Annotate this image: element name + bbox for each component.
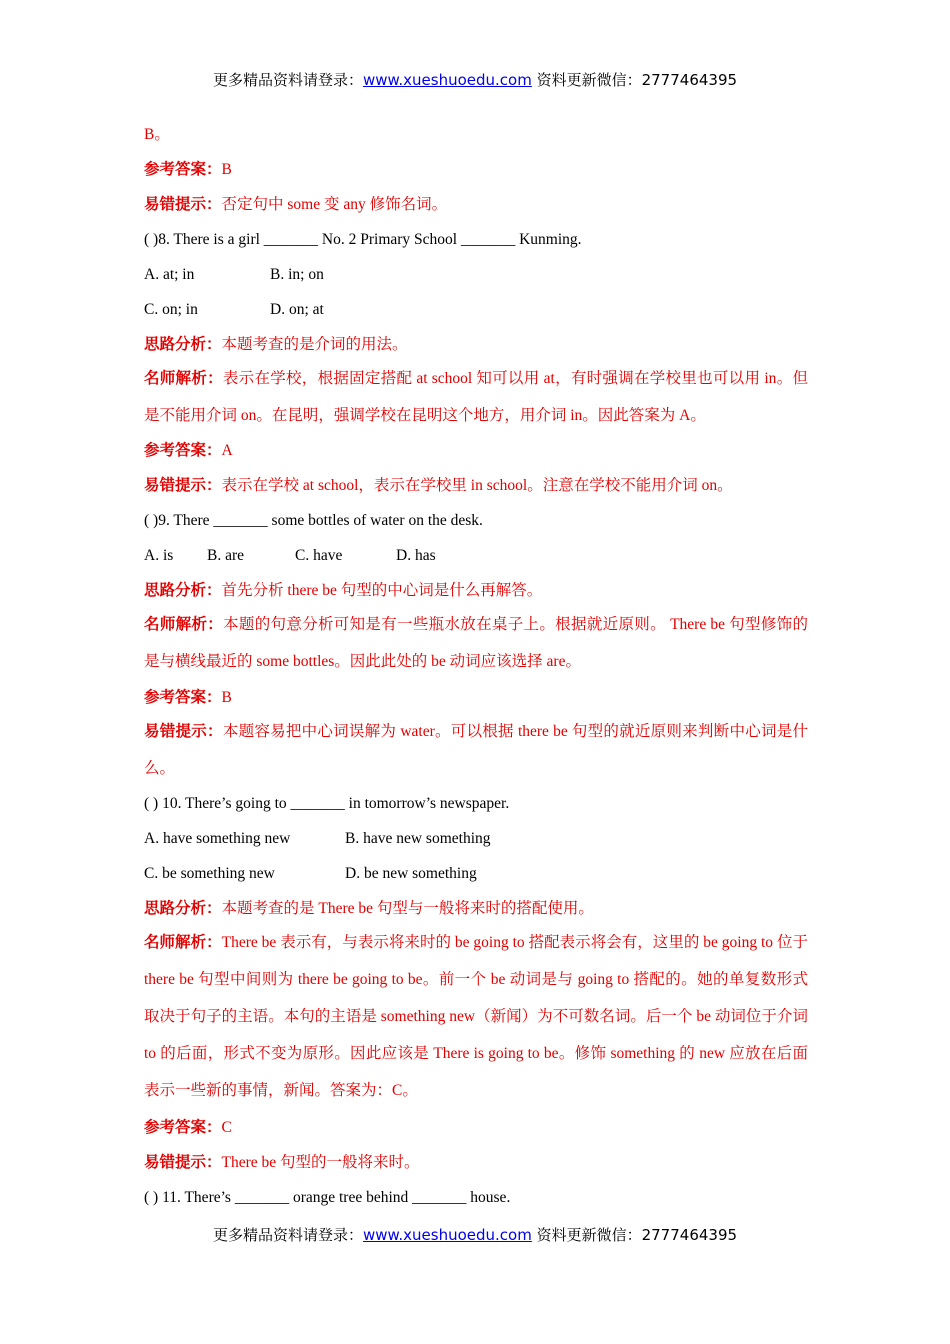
q10-analysis: 本题考查的是 There be 句型与一般将来时的搭配使用。: [221, 900, 594, 917]
q8-analysis-line: [144, 334, 408, 356]
q7-answer-line: [144, 159, 232, 181]
page-header: [0, 69, 950, 90]
q8-tip: 表示在学校 at school，表示在学校里 in school。注意在学校不能用介词 on。: [221, 477, 733, 494]
q11-question: ( ) 11. There’s _______ orange tree behind _______ house.: [144, 1189, 511, 1206]
q7-answer: B: [221, 161, 232, 178]
q8-tip-line: [144, 475, 733, 497]
header-prefix: 更多精品资料请登录：: [212, 71, 363, 89]
page-footer: [0, 1224, 950, 1245]
q7-tip-line: [144, 194, 447, 216]
q9-options: [144, 545, 436, 567]
q10-teacher-para: [144, 924, 808, 1109]
q10-options-row2: [144, 863, 477, 885]
q8-analysis: 本题考查的是介词的用法。: [221, 336, 408, 353]
footer-link[interactable]: www.xueshuoedu.com: [362, 1226, 532, 1244]
q8-option-a: A. at; in: [144, 266, 195, 283]
footer-prefix: 更多精品资料请登录：: [212, 1226, 363, 1244]
q8-question: ( )8. There is a girl _______ No. 2 Primary School _______ Kunming.: [144, 231, 582, 248]
q10-answer: C: [221, 1119, 232, 1136]
q8-teacher: 表示在学校，根据固定搭配 at school 知可以用 at，有时强调在学校里也可以用 in。但是不能用介词 on。在昆明，强调学校在昆明这个地方，用介词 in。因此答案为 A。: [144, 370, 808, 424]
q10-option-b: B. have new something: [345, 830, 491, 847]
tip-label: 易错提示：: [144, 477, 222, 494]
q10-analysis-line: [144, 898, 594, 920]
q8-options-row2: [144, 299, 324, 321]
tip-label: 易错提示：: [144, 1154, 222, 1171]
q8-option-d: D. on; at: [270, 301, 324, 318]
q10-tip-line: [144, 1152, 420, 1174]
header-link[interactable]: www.xueshuoedu.com: [362, 71, 532, 89]
q9-option-a: A. is: [144, 547, 174, 564]
analysis-label: 思路分析：: [144, 582, 222, 599]
answer-label: 参考答案：: [144, 1119, 222, 1136]
q9-question: ( )9. There _______ some bottles of water on the desk.: [144, 512, 483, 529]
q8-answer-line: [144, 440, 233, 462]
q9-answer-line: [144, 687, 232, 709]
q10-option-d: D. be new something: [345, 865, 477, 882]
q9-analysis: 首先分析 there be 句型的中心词是什么再解答。: [221, 582, 543, 599]
q10-options-row1: [144, 828, 491, 850]
q10-tip: There be 句型的一般将来时。: [221, 1154, 420, 1171]
analysis-label: 思路分析：: [144, 900, 222, 917]
q9-teacher-para: [144, 606, 808, 680]
q9-teacher: 本题的句意分析可知是有一些瓶水放在桌子上。根据就近原则。 There be 句型修饰的是与横线最近的 some bottles。因此此处的 be 动词应该选择 are。: [144, 616, 808, 670]
answer-label: 参考答案：: [144, 689, 222, 706]
q9-tip-para: [144, 713, 808, 787]
teacher-label: 名师解析：: [144, 934, 222, 951]
tip-label: 易错提示：: [144, 196, 222, 213]
q9-analysis-line: [144, 580, 542, 602]
q8-teacher-para: [144, 360, 808, 434]
footer-suffix: 资料更新微信：2777464395: [531, 1226, 738, 1244]
q10-answer-line: [144, 1117, 232, 1139]
q10-teacher: There be 表示有，与表示将来时的 be going to 搭配表示将会有，这里的 be going to 位于 there be 句型中间则为 there be going to be。前一个 be 动词是与 going to 搭配的。她的单复数形式取决于句子的主语。本句的主语是 something new（新闻）为不可数名词。后一个 be 动词位于介词 to 的后面，形式不变为原形。因此应该是 There is going to be。修饰 something 的 new 应放在后面表示一些新的事情，新闻。答案为：C。: [144, 934, 808, 1099]
q9-option-b: B. are: [207, 547, 245, 564]
q10-question: ( ) 10. There’s going to _______ in tomorrow’s newspaper.: [144, 795, 510, 812]
teacher-label: 名师解析：: [144, 616, 224, 633]
header-suffix: 资料更新微信：2777464395: [531, 71, 738, 89]
q7-tail: B。: [144, 126, 170, 143]
q10-option-c: C. be something new: [144, 865, 275, 882]
q8-answer: A: [221, 442, 233, 459]
answer-label: 参考答案：: [144, 161, 222, 178]
tip-label: 易错提示：: [144, 723, 223, 740]
teacher-label: 名师解析：: [144, 370, 223, 387]
q8-options-row1: [144, 264, 324, 286]
q9-tip: 本题容易把中心词误解为 water。可以根据 there be 句型的就近原则来判断中心词是什么。: [144, 723, 808, 777]
q8-option-c: C. on; in: [144, 301, 198, 318]
q8-option-b: B. in; on: [270, 266, 324, 283]
answer-label: 参考答案：: [144, 442, 222, 459]
q9-option-c: C. have: [295, 547, 343, 564]
q7-tip: 否定句中 some 变 any 修饰名词。: [221, 196, 448, 213]
analysis-label: 思路分析：: [144, 336, 222, 353]
q9-answer: B: [221, 689, 232, 706]
q10-option-a: A. have something new: [144, 830, 291, 847]
q9-option-d: D. has: [396, 547, 436, 564]
